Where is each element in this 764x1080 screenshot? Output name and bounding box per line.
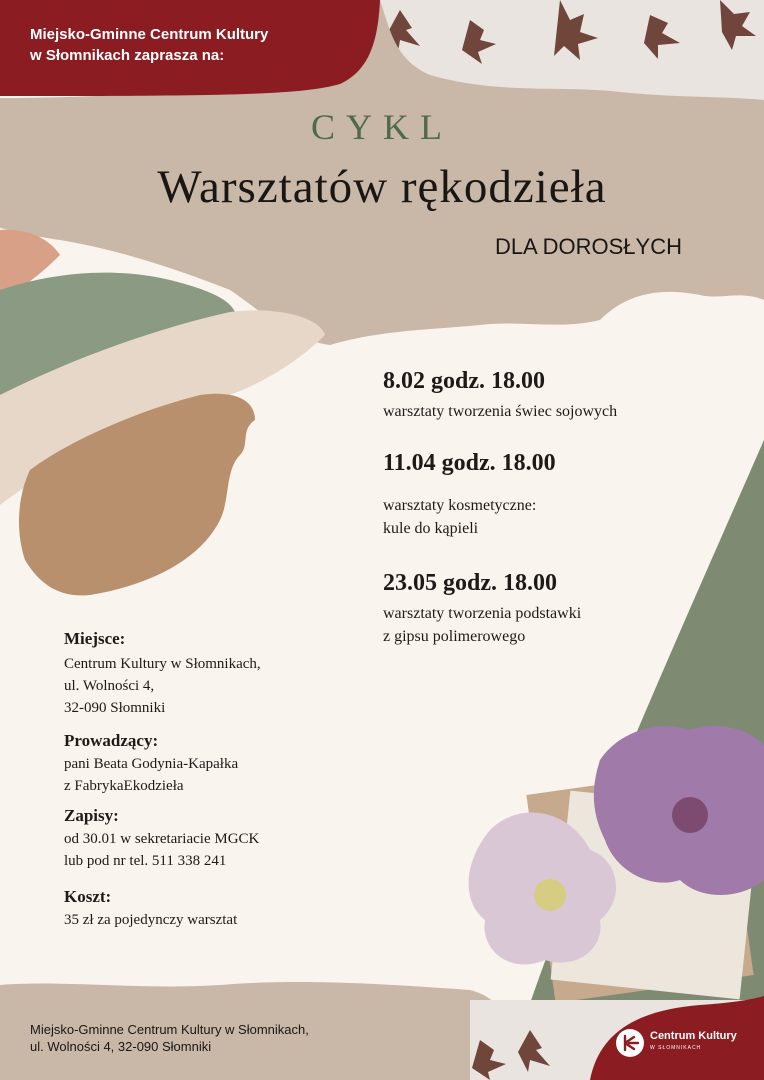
info-place: [64, 628, 354, 719]
logo-mark-icon: [616, 1029, 644, 1057]
event-date: 8.02 godz. 18.00: [383, 368, 545, 394]
info-host: [64, 730, 354, 797]
place-line: 32-090 Słomniki: [64, 700, 166, 716]
cost-line: 35 zł za pojedynczy warsztat: [64, 912, 238, 928]
logo-text: Centrum Kultury: [650, 1030, 737, 1042]
host-line: z FabrykaEkodzieła: [64, 778, 184, 794]
title-subtitle: DLA DOROSŁYCH: [494, 234, 682, 259]
header-invitation: [30, 24, 360, 66]
header-line-2: w Słomnikach zaprasza na:: [30, 47, 225, 64]
event-date: 11.04 godz. 18.00: [383, 450, 556, 476]
footer-line-2: ul. Wolności 4, 32-090 Słomniki: [30, 1039, 212, 1054]
signup-line: lub pod nr tel. 511 338 241: [64, 853, 227, 869]
pressed-flowers-illustration: [469, 726, 764, 1003]
event-description: warsztaty tworzenia świec sojowych: [383, 403, 618, 420]
title-main: Warsztatów rękodzieła: [157, 161, 607, 213]
signup-heading: Zapisy:: [64, 806, 119, 825]
event-date: 23.05 godz. 18.00: [383, 570, 557, 596]
centrum-kultury-logo: [616, 1025, 736, 1065]
footer-address: [30, 1021, 309, 1055]
info-signup: [64, 805, 354, 872]
cost-heading: Koszt:: [64, 887, 112, 906]
info-cost: [64, 886, 354, 931]
event-description: warsztaty tworzenia podstawki: [383, 605, 582, 622]
signup-line: od 30.01 w sekretariacie MGCK: [64, 831, 260, 847]
title-cykl: CYKL: [311, 107, 453, 147]
event-2: [383, 448, 743, 540]
header-line-1: Miejsko-Gminne Centrum Kultury: [30, 26, 269, 43]
place-line: ul. Wolności 4,: [64, 678, 155, 694]
event-description: z gipsu polimerowego: [383, 628, 526, 645]
event-3: [383, 568, 743, 648]
footer-line-1: Miejsko-Gminne Centrum Kultury w Słomnikach,: [30, 1022, 309, 1037]
event-description: warsztaty kosmetyczne:: [383, 497, 537, 514]
event-description: kule do kąpieli: [383, 520, 479, 537]
host-line: pani Beata Godynia-Kapałka: [64, 756, 239, 772]
event-1: [383, 366, 743, 423]
logo-subtext: W SŁOMNIKACH: [650, 1045, 702, 1051]
place-line: Centrum Kultury w Słomnikach,: [64, 656, 261, 672]
place-heading: Miejsce:: [64, 629, 126, 648]
host-heading: Prowadzący:: [64, 731, 159, 750]
